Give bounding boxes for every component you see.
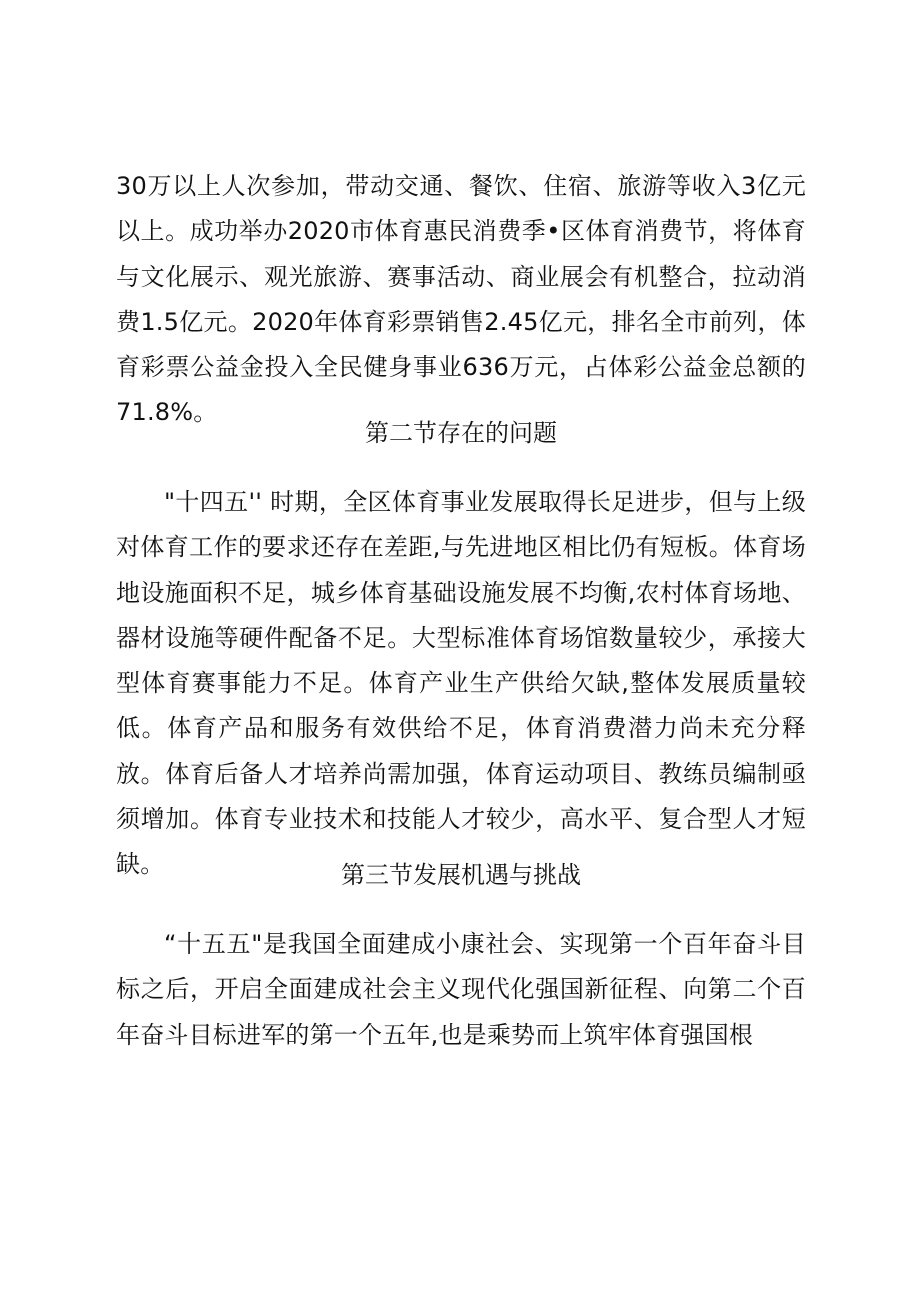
body-paragraph-1: 30万以上人次参加，带动交通、餐饮、住宿、旅游等收入3亿元以上。成功举办2020市体育惠民消费季•区体育消费节，将体育与文化展示、观光旅游、赛事活动、商业展会有机整合，拉动消费1.5亿元。2020年体育彩票销售2.45亿元，排名全市前列，体育彩票公益金投入全民健身事业636万元，占体彩公益金总额的71.8%。 (116, 172, 806, 427)
section-heading-3: 第三节发展机遇与挑战 (341, 861, 581, 889)
section-heading-2: 第二节存在的问题 (365, 419, 557, 447)
body-paragraph-2: "十四五'' 时期，全区体育事业发展取得长足进步，但与上级对体育工作的要求还存在差距,与先进地区相比仍有短板。体育场地设施面积不足，城乡体育基础设施发展不均衡,农村体育场地、器材设施等硬件配备不足。大型标准体育场馆数量较少，承接大型体育赛事能力不足。体育产业生产供给欠缺,整体发展质量较低。体育产品和服务有效供给不足，体育消费潜力尚未充分释放。体育后备人才培养尚需加强，体育运动项目、教练员编制亟须增加。体育专业技术和技能人才较少，高水平、复合型人才短缺。 (116, 488, 806, 879)
body-paragraph-3: “十五五"是我国全面建成小康社会、实现第一个百年奋斗目标之后，开启全面建成社会主义现代化强国新征程、向第二个百年奋斗目标进军的第一个五年,也是乘势而上筑牢体育强国根 (116, 930, 806, 1049)
